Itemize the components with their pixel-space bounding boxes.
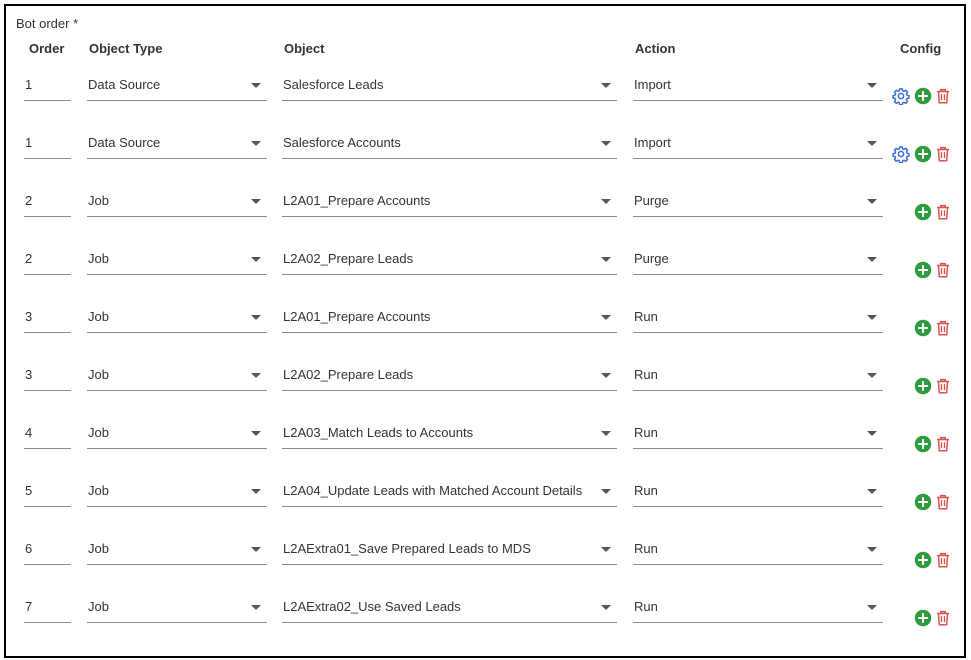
object-select[interactable] xyxy=(282,304,617,333)
bot-order-row xyxy=(6,188,964,238)
object-type-select[interactable] xyxy=(87,362,267,391)
order-value: 2 xyxy=(25,193,33,208)
chevron-down-icon xyxy=(867,489,877,494)
header-object-type: Object Type xyxy=(89,41,163,56)
gear-icon[interactable] xyxy=(892,87,910,105)
delete-icon[interactable] xyxy=(934,609,952,627)
order-input[interactable] xyxy=(24,478,71,507)
action-value: Purge xyxy=(634,193,669,208)
action-select[interactable] xyxy=(633,130,883,159)
object-select[interactable] xyxy=(282,72,617,101)
bot-order-row xyxy=(6,246,964,296)
chevron-down-icon xyxy=(601,547,611,552)
object-select[interactable] xyxy=(282,536,617,565)
chevron-down-icon xyxy=(251,141,261,146)
chevron-down-icon xyxy=(867,83,877,88)
action-value: Import xyxy=(634,77,671,92)
delete-icon[interactable] xyxy=(934,493,952,511)
delete-icon[interactable] xyxy=(934,145,952,163)
object-select[interactable] xyxy=(282,362,617,391)
object-type-select[interactable] xyxy=(87,304,267,333)
chevron-down-icon xyxy=(867,199,877,204)
action-value: Run xyxy=(634,541,658,556)
chevron-down-icon xyxy=(867,605,877,610)
bot-order-row xyxy=(6,594,964,644)
object-type-select[interactable] xyxy=(87,594,267,623)
object-type-value: Job xyxy=(88,251,109,266)
add-icon[interactable] xyxy=(914,203,932,221)
object-value: Salesforce Accounts xyxy=(283,135,401,150)
gear-icon[interactable] xyxy=(892,145,910,163)
order-value: 7 xyxy=(25,599,33,614)
header-action: Action xyxy=(635,41,676,56)
object-select[interactable] xyxy=(282,594,617,623)
bot-order-row xyxy=(6,478,964,528)
order-input[interactable] xyxy=(24,304,71,333)
object-type-select[interactable] xyxy=(87,130,267,159)
chevron-down-icon xyxy=(251,373,261,378)
header-order: Order xyxy=(29,41,65,56)
object-value: Salesforce Leads xyxy=(283,77,384,92)
order-value: 1 xyxy=(25,77,33,92)
action-select[interactable] xyxy=(633,246,883,275)
chevron-down-icon xyxy=(601,83,611,88)
object-value: L2A02_Prepare Leads xyxy=(283,367,414,382)
object-type-value: Job xyxy=(88,483,109,498)
object-type-select[interactable] xyxy=(87,420,267,449)
chevron-down-icon xyxy=(601,489,611,494)
bot-order-row xyxy=(6,304,964,354)
object-type-value: Job xyxy=(88,541,109,556)
chevron-down-icon xyxy=(251,489,261,494)
chevron-down-icon xyxy=(251,257,261,262)
action-select[interactable] xyxy=(633,478,883,507)
object-value: L2A04_Update Leads with Matched Account Details xyxy=(283,483,583,498)
header-object: Object xyxy=(284,41,325,56)
delete-icon[interactable] xyxy=(934,319,952,337)
add-icon[interactable] xyxy=(914,145,932,163)
chevron-down-icon xyxy=(867,141,877,146)
add-icon[interactable] xyxy=(914,261,932,279)
object-type-value: Job xyxy=(88,367,109,382)
add-icon[interactable] xyxy=(914,319,932,337)
add-icon[interactable] xyxy=(914,87,932,105)
chevron-down-icon xyxy=(867,547,877,552)
order-input[interactable] xyxy=(24,188,71,217)
section-title: Bot order * xyxy=(16,16,79,31)
order-value: 5 xyxy=(25,483,33,498)
object-type-value: Job xyxy=(88,425,109,440)
bot-order-row xyxy=(6,536,964,586)
action-value: Run xyxy=(634,425,658,440)
delete-icon[interactable] xyxy=(934,377,952,395)
delete-icon[interactable] xyxy=(934,261,952,279)
delete-icon[interactable] xyxy=(934,203,952,221)
delete-icon[interactable] xyxy=(934,87,952,105)
object-value: L2A03_Match Leads to Accounts xyxy=(283,425,474,440)
object-type-select[interactable] xyxy=(87,72,267,101)
object-type-select[interactable] xyxy=(87,536,267,565)
order-value: 6 xyxy=(25,541,33,556)
chevron-down-icon xyxy=(251,83,261,88)
action-select[interactable] xyxy=(633,362,883,391)
order-input[interactable] xyxy=(24,536,71,565)
chevron-down-icon xyxy=(601,373,611,378)
action-value: Run xyxy=(634,367,658,382)
object-type-value: Data Source xyxy=(88,77,161,92)
chevron-down-icon xyxy=(867,315,877,320)
order-input[interactable] xyxy=(24,130,71,159)
bot-order-row xyxy=(6,72,964,122)
chevron-down-icon xyxy=(601,257,611,262)
object-select[interactable] xyxy=(282,420,617,449)
chevron-down-icon xyxy=(867,373,877,378)
chevron-down-icon xyxy=(251,199,261,204)
add-icon[interactable] xyxy=(914,377,932,395)
order-input[interactable] xyxy=(24,362,71,391)
order-value: 3 xyxy=(25,309,33,324)
object-type-value: Job xyxy=(88,599,109,614)
bot-order-row xyxy=(6,362,964,412)
object-type-select[interactable] xyxy=(87,478,267,507)
delete-icon[interactable] xyxy=(934,551,952,569)
add-icon[interactable] xyxy=(914,435,932,453)
order-input[interactable] xyxy=(24,594,71,623)
chevron-down-icon xyxy=(601,605,611,610)
header-config: Config xyxy=(900,41,942,56)
action-select[interactable] xyxy=(633,304,883,333)
action-select[interactable] xyxy=(633,420,883,449)
object-value: L2AExtra01_Save Prepared Leads to MDS xyxy=(283,541,531,556)
object-type-value: Data Source xyxy=(88,135,161,150)
object-select[interactable] xyxy=(282,478,617,507)
chevron-down-icon xyxy=(251,431,261,436)
bot-order-row xyxy=(6,420,964,470)
delete-icon[interactable] xyxy=(934,435,952,453)
object-value: L2AExtra02_Use Saved Leads xyxy=(283,599,461,614)
order-value: 1 xyxy=(25,135,33,150)
order-value: 3 xyxy=(25,367,33,382)
order-input[interactable] xyxy=(24,420,71,449)
chevron-down-icon xyxy=(601,315,611,320)
chevron-down-icon xyxy=(251,547,261,552)
order-value: 4 xyxy=(25,425,33,440)
action-select[interactable] xyxy=(633,72,883,101)
object-value: L2A02_Prepare Leads xyxy=(283,251,414,266)
chevron-down-icon xyxy=(601,141,611,146)
chevron-down-icon xyxy=(251,605,261,610)
action-value: Import xyxy=(634,135,671,150)
chevron-down-icon xyxy=(601,199,611,204)
chevron-down-icon xyxy=(867,431,877,436)
action-value: Run xyxy=(634,483,658,498)
object-value: L2A01_Prepare Accounts xyxy=(283,193,431,208)
action-select[interactable] xyxy=(633,536,883,565)
object-type-value: Job xyxy=(88,309,109,324)
object-select[interactable] xyxy=(282,188,617,217)
bot-order-row xyxy=(6,130,964,180)
chevron-down-icon xyxy=(601,431,611,436)
object-select[interactable] xyxy=(282,246,617,275)
add-icon[interactable] xyxy=(914,493,932,511)
action-value: Run xyxy=(634,599,658,614)
add-icon[interactable] xyxy=(914,609,932,627)
action-value: Purge xyxy=(634,251,669,266)
action-select[interactable] xyxy=(633,188,883,217)
bot-order-panel xyxy=(4,4,966,658)
action-value: Run xyxy=(634,309,658,324)
order-input[interactable] xyxy=(24,246,71,275)
object-type-value: Job xyxy=(88,193,109,208)
object-type-select[interactable] xyxy=(87,246,267,275)
chevron-down-icon xyxy=(251,315,261,320)
add-icon[interactable] xyxy=(914,551,932,569)
action-select[interactable] xyxy=(633,594,883,623)
order-value: 2 xyxy=(25,251,33,266)
object-value: L2A01_Prepare Accounts xyxy=(283,309,431,324)
object-select[interactable] xyxy=(282,130,617,159)
order-input[interactable] xyxy=(24,72,71,101)
chevron-down-icon xyxy=(867,257,877,262)
object-type-select[interactable] xyxy=(87,188,267,217)
